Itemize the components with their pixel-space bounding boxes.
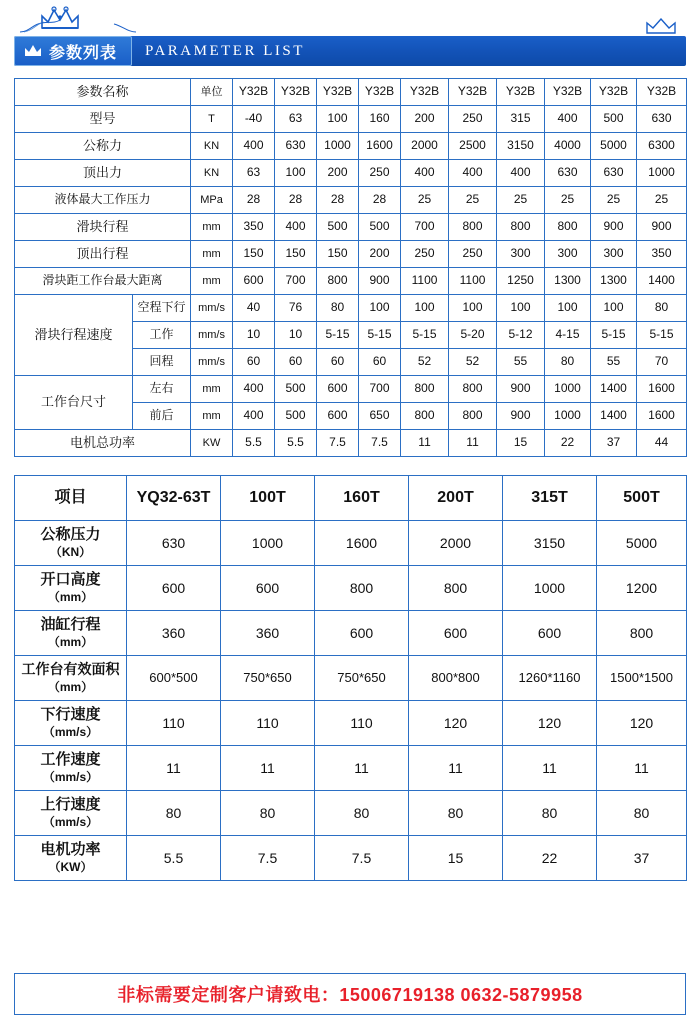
cell: 1250 [497, 268, 545, 295]
cell: 5-20 [449, 322, 497, 349]
cell: 500 [275, 376, 317, 403]
row-unit: mm/s [191, 295, 233, 322]
cell: 3150 [503, 521, 597, 566]
cell: 400 [233, 376, 275, 403]
cell: 1260*1160 [503, 656, 597, 701]
cell: 630 [591, 160, 637, 187]
cell: 250 [449, 106, 497, 133]
col-header-200t: 200T [409, 476, 503, 521]
cell: 650 [359, 403, 401, 430]
col-header-model-10: Y32B [637, 79, 687, 106]
col-header-model-4: Y32B [359, 79, 401, 106]
row-unit: KW [191, 430, 233, 457]
cell: 1000 [637, 160, 687, 187]
group-label-slider-speed: 滑块行程速度 [15, 295, 133, 376]
cell: 11 [221, 746, 315, 791]
cell: 80 [221, 791, 315, 836]
cell: 600 [315, 611, 409, 656]
row-label-text: 公称压力 [40, 526, 101, 544]
cell: 1600 [637, 376, 687, 403]
row-unit-text: （mm） [47, 634, 94, 649]
sub-label: 前后 [133, 403, 191, 430]
cell: 25 [497, 187, 545, 214]
row-unit-text: （mm） [47, 589, 94, 604]
cell: 100 [497, 295, 545, 322]
row-label-text: 工作台有效面积 [21, 660, 120, 677]
cell: 600*500 [127, 656, 221, 701]
cell: 15 [497, 430, 545, 457]
cell: 900 [497, 376, 545, 403]
col-header-yq32-63t: YQ32-63T [127, 476, 221, 521]
cell: 25 [591, 187, 637, 214]
row-label-down-speed [15, 701, 127, 746]
cell: 60 [233, 349, 275, 376]
cell: 63 [233, 160, 275, 187]
cell: 11 [401, 430, 449, 457]
col-header-160t: 160T [315, 476, 409, 521]
row-unit: mm [191, 376, 233, 403]
cell: 1000 [545, 403, 591, 430]
cell: 800 [597, 611, 687, 656]
cell: 150 [275, 241, 317, 268]
cell: 2500 [449, 133, 497, 160]
table-row [15, 791, 687, 836]
row-label-work-speed [15, 746, 127, 791]
cell: 1600 [359, 133, 401, 160]
row-label: 型号 [15, 106, 191, 133]
parameter-list-tab-label: 参数列表 [49, 44, 118, 62]
cell: 10 [275, 322, 317, 349]
cell: 5-15 [591, 322, 637, 349]
cell: 110 [221, 701, 315, 746]
cell: 800 [497, 214, 545, 241]
row-label: 顶出行程 [15, 241, 191, 268]
cell: 5.5 [275, 430, 317, 457]
cell: 80 [545, 349, 591, 376]
table-row [15, 214, 687, 241]
cell: 4000 [545, 133, 591, 160]
cell: 600 [409, 611, 503, 656]
cell: 4-15 [545, 322, 591, 349]
cell: 630 [545, 160, 591, 187]
cell: 700 [401, 214, 449, 241]
cell: 630 [637, 106, 687, 133]
row-unit: mm/s [191, 349, 233, 376]
cell: 200 [401, 106, 449, 133]
row-label-up-speed [15, 791, 127, 836]
col-header-model-5: Y32B [401, 79, 449, 106]
table1-wrap [0, 78, 700, 457]
row-unit: KN [191, 133, 233, 160]
cell: 800 [315, 566, 409, 611]
col-header-model-2: Y32B [275, 79, 317, 106]
row-unit: KN [191, 160, 233, 187]
cell: 200 [359, 241, 401, 268]
row-label-text: 电机功率 [40, 841, 101, 859]
cell: 1100 [401, 268, 449, 295]
cell: 1400 [591, 403, 637, 430]
cell: 5-12 [497, 322, 545, 349]
row-unit-text: （KW） [48, 859, 93, 874]
cell: 55 [497, 349, 545, 376]
cell: 500 [275, 403, 317, 430]
parameter-list-title-en: PARAMETER LIST [145, 42, 305, 59]
sub-label: 回程 [133, 349, 191, 376]
cell: 400 [233, 403, 275, 430]
cell: 2000 [401, 133, 449, 160]
cell: 150 [233, 241, 275, 268]
cell: 120 [503, 701, 597, 746]
cell: 25 [449, 187, 497, 214]
cell: 500 [359, 214, 401, 241]
row-label: 顶出力 [15, 160, 191, 187]
row-label: 滑块行程 [15, 214, 191, 241]
table-row [15, 268, 687, 295]
row-label-cylinder-stroke [15, 611, 127, 656]
table-row [15, 836, 687, 881]
cell: 600 [317, 376, 359, 403]
cell: 100 [359, 295, 401, 322]
table-row [15, 160, 687, 187]
table-row [15, 566, 687, 611]
crown-outline-icon [644, 18, 678, 36]
cell: 63 [275, 106, 317, 133]
cell: 5-15 [401, 322, 449, 349]
cell: 1300 [545, 268, 591, 295]
cell: 900 [497, 403, 545, 430]
cell: 6300 [637, 133, 687, 160]
col-header-315t: 315T [503, 476, 597, 521]
parameter-table-main [14, 78, 687, 457]
cell: 1500*1500 [597, 656, 687, 701]
cell: 700 [359, 376, 401, 403]
parameter-table-secondary [14, 475, 687, 881]
cell: 400 [233, 133, 275, 160]
row-label-effective-area [15, 656, 127, 701]
cell: 1200 [597, 566, 687, 611]
contact-footer [14, 973, 686, 1015]
row-label-text: 油缸行程 [40, 616, 101, 634]
cell: 630 [127, 521, 221, 566]
col-header-model-6: Y32B [449, 79, 497, 106]
table-row [15, 430, 687, 457]
cell: 800 [401, 376, 449, 403]
col-header-item: 项目 [15, 476, 127, 521]
cell: 44 [637, 430, 687, 457]
cell: 1100 [449, 268, 497, 295]
cell: 80 [637, 295, 687, 322]
cell: 7.5 [359, 430, 401, 457]
cell: 28 [275, 187, 317, 214]
cell: 25 [545, 187, 591, 214]
cell: 28 [233, 187, 275, 214]
col-header-model-7: Y32B [497, 79, 545, 106]
row-unit: mm [191, 214, 233, 241]
cell: 28 [359, 187, 401, 214]
row-unit: mm [191, 241, 233, 268]
cell: 900 [591, 214, 637, 241]
cell: 10 [233, 322, 275, 349]
row-label-motor-power [15, 836, 127, 881]
cell: 1600 [637, 403, 687, 430]
table-row [15, 476, 687, 521]
row-label-nominal-pressure [15, 521, 127, 566]
cell: 55 [591, 349, 637, 376]
cell: 700 [275, 268, 317, 295]
cell: 250 [359, 160, 401, 187]
cell: 120 [597, 701, 687, 746]
cell: 1000 [317, 133, 359, 160]
cell: 52 [449, 349, 497, 376]
cell: 5.5 [233, 430, 275, 457]
cell: 40 [233, 295, 275, 322]
cell: 7.5 [315, 836, 409, 881]
cell: 11 [315, 746, 409, 791]
cell: 750*650 [315, 656, 409, 701]
cell: 60 [359, 349, 401, 376]
col-header-name: 参数名称 [15, 79, 191, 106]
sub-label: 空程下行 [133, 295, 191, 322]
cell: 100 [545, 295, 591, 322]
contact-phone-text: 非标需要定制客户请致电：15006719138 0632-5879958 [117, 985, 583, 1005]
table2-wrap [0, 475, 700, 881]
table-row [15, 133, 687, 160]
cell: 400 [497, 160, 545, 187]
cell: 500 [591, 106, 637, 133]
cell: 5-15 [317, 322, 359, 349]
table-row [15, 241, 687, 268]
cell: 80 [127, 791, 221, 836]
table-row [15, 656, 687, 701]
parameter-list-tab[interactable] [14, 36, 132, 66]
table-row [15, 521, 687, 566]
cell: 22 [545, 430, 591, 457]
cell: 100 [401, 295, 449, 322]
cell: 800 [409, 566, 503, 611]
cell: 800 [317, 268, 359, 295]
row-label-text: 上行速度 [40, 796, 101, 814]
cell: 630 [275, 133, 317, 160]
row-unit-text: （mm/s） [42, 724, 99, 739]
cell: 1400 [591, 376, 637, 403]
table-row [15, 106, 687, 133]
cell: 600 [317, 403, 359, 430]
cell: 300 [545, 241, 591, 268]
cell: 360 [221, 611, 315, 656]
cell: 80 [315, 791, 409, 836]
cell: 100 [449, 295, 497, 322]
group-label-table-size: 工作台尺寸 [15, 376, 133, 430]
col-header-model-8: Y32B [545, 79, 591, 106]
cell: 800 [545, 214, 591, 241]
cell: 5000 [591, 133, 637, 160]
table-row [15, 295, 687, 322]
col-header-unit: 单位 [191, 79, 233, 106]
cell: 350 [637, 241, 687, 268]
col-header-model-3: Y32B [317, 79, 359, 106]
cell: 25 [637, 187, 687, 214]
row-label: 公称力 [15, 133, 191, 160]
cell: 100 [317, 106, 359, 133]
cell: 37 [597, 836, 687, 881]
cell: 1300 [591, 268, 637, 295]
cell: 800 [449, 403, 497, 430]
cell: 300 [591, 241, 637, 268]
row-unit: mm [191, 268, 233, 295]
cell: -40 [233, 106, 275, 133]
table-row [15, 187, 687, 214]
row-unit-text: （mm/s） [42, 814, 99, 829]
cell: 1600 [315, 521, 409, 566]
cell: 5.5 [127, 836, 221, 881]
col-header-model-9: Y32B [591, 79, 637, 106]
cell: 2000 [409, 521, 503, 566]
cell: 60 [317, 349, 359, 376]
cell: 300 [497, 241, 545, 268]
cell: 80 [409, 791, 503, 836]
table-row [15, 611, 687, 656]
cell: 900 [359, 268, 401, 295]
crown-small-icon [23, 43, 43, 59]
page-header [0, 0, 700, 78]
cell: 80 [597, 791, 687, 836]
cell: 5-15 [637, 322, 687, 349]
cell: 600 [127, 566, 221, 611]
table-row [15, 701, 687, 746]
cell: 11 [503, 746, 597, 791]
cell: 28 [317, 187, 359, 214]
row-label: 电机总功率 [15, 430, 191, 457]
cell: 360 [127, 611, 221, 656]
cell: 120 [409, 701, 503, 746]
cell: 100 [275, 160, 317, 187]
cell: 52 [401, 349, 449, 376]
cell: 76 [275, 295, 317, 322]
row-unit-text: （mm/s） [42, 769, 99, 784]
cell: 900 [637, 214, 687, 241]
cell: 750*650 [221, 656, 315, 701]
cell: 11 [409, 746, 503, 791]
row-label-opening-height [15, 566, 127, 611]
cell: 22 [503, 836, 597, 881]
cell: 5000 [597, 521, 687, 566]
cell: 500 [317, 214, 359, 241]
row-unit: mm [191, 403, 233, 430]
cell: 100 [591, 295, 637, 322]
row-unit: MPa [191, 187, 233, 214]
cell: 15 [409, 836, 503, 881]
cell: 250 [449, 241, 497, 268]
table-row [15, 79, 687, 106]
cell: 800 [449, 214, 497, 241]
cell: 600 [233, 268, 275, 295]
row-unit: mm/s [191, 322, 233, 349]
cell: 3150 [497, 133, 545, 160]
cell: 400 [545, 106, 591, 133]
cell: 600 [221, 566, 315, 611]
row-label-text: 开口高度 [40, 571, 101, 589]
cell: 600 [503, 611, 597, 656]
table-row [15, 376, 687, 403]
sub-label: 左右 [133, 376, 191, 403]
table-row [15, 746, 687, 791]
row-unit: T [191, 106, 233, 133]
row-label: 滑块距工作台最大距离 [15, 268, 191, 295]
cell: 800 [401, 403, 449, 430]
cell: 70 [637, 349, 687, 376]
row-unit-text: （KN） [49, 544, 92, 559]
row-unit-text: （mm） [47, 680, 94, 694]
row-label: 液体最大工作压力 [15, 187, 191, 214]
cell: 11 [449, 430, 497, 457]
cell: 80 [503, 791, 597, 836]
cell: 400 [401, 160, 449, 187]
cell: 800*800 [409, 656, 503, 701]
cell: 800 [449, 376, 497, 403]
cell: 160 [359, 106, 401, 133]
col-header-model-1: Y32B [233, 79, 275, 106]
col-header-500t: 500T [597, 476, 687, 521]
sub-label: 工作 [133, 322, 191, 349]
row-label-text: 下行速度 [40, 706, 101, 724]
cell: 5-15 [359, 322, 401, 349]
crown-ornament-icon [38, 6, 82, 32]
cell: 400 [275, 214, 317, 241]
cell: 1400 [637, 268, 687, 295]
cell: 400 [449, 160, 497, 187]
cell: 7.5 [221, 836, 315, 881]
cell: 350 [233, 214, 275, 241]
cell: 7.5 [317, 430, 359, 457]
cell: 37 [591, 430, 637, 457]
cell: 11 [597, 746, 687, 791]
row-label-text: 工作速度 [40, 751, 101, 769]
cell: 250 [401, 241, 449, 268]
cell: 200 [317, 160, 359, 187]
cell: 60 [275, 349, 317, 376]
cell: 1000 [221, 521, 315, 566]
cell: 315 [497, 106, 545, 133]
cell: 80 [317, 295, 359, 322]
cell: 110 [315, 701, 409, 746]
cell: 110 [127, 701, 221, 746]
cell: 11 [127, 746, 221, 791]
cell: 150 [317, 241, 359, 268]
cell: 1000 [545, 376, 591, 403]
cell: 25 [401, 187, 449, 214]
cell: 1000 [503, 566, 597, 611]
col-header-100t: 100T [221, 476, 315, 521]
